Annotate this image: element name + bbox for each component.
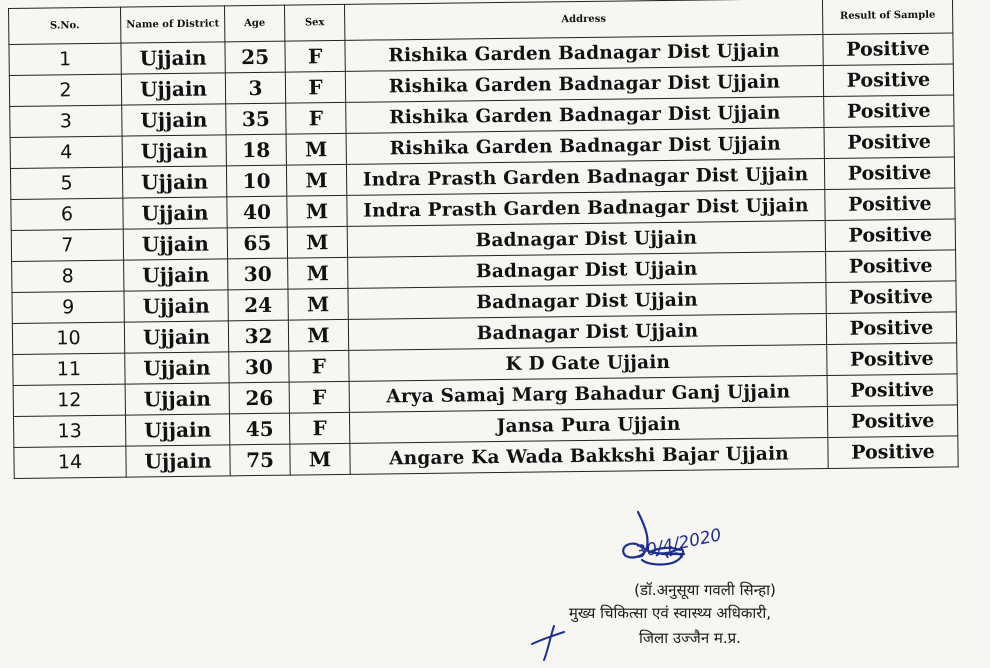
- cell-district: Ujjain: [125, 383, 229, 415]
- positive-cases-table: [8, 0, 959, 479]
- cell-age: 35: [226, 103, 286, 135]
- cell-sex: F: [289, 412, 349, 444]
- cell-district: Ujjain: [123, 197, 227, 229]
- cell-district: Ujjain: [122, 166, 226, 198]
- cell-result: Positive: [823, 64, 953, 97]
- cell-district: Ujjain: [125, 414, 229, 446]
- cell-sno: 14: [14, 446, 126, 478]
- cell-sno: 3: [10, 105, 122, 137]
- cell-sex: M: [286, 133, 346, 165]
- cell-address: Rishika Garden Badnagar Dist Ujjain: [345, 66, 823, 103]
- cell-sex: F: [285, 40, 345, 72]
- signature-block: [520, 510, 820, 665]
- table-body: [9, 33, 958, 479]
- cell-district: Ujjain: [124, 290, 228, 322]
- cell-result: Positive: [824, 157, 954, 190]
- cell-district: Ujjain: [124, 321, 228, 353]
- officer-designation: मुख्य चिकित्सा एवं स्वास्थ्य अधिकारी,: [568, 604, 772, 622]
- cell-age: 18: [226, 134, 286, 166]
- cell-age: 10: [226, 165, 286, 197]
- cell-sex: M: [286, 164, 346, 196]
- cell-sno: 10: [12, 322, 124, 354]
- cell-address: Arya Samaj Marg Bahadur Ganj Ujjain: [349, 376, 827, 413]
- cell-sex: F: [289, 381, 349, 413]
- cell-sex: M: [287, 195, 347, 227]
- cell-result: Positive: [826, 281, 956, 314]
- cell-age: 65: [227, 227, 287, 259]
- cell-address: Angare Ka Wada Bakkshi Bajar Ujjain: [350, 438, 828, 475]
- report-sheet: [8, 0, 964, 498]
- cell-sex: F: [285, 71, 345, 103]
- cell-district: Ujjain: [125, 352, 229, 384]
- header-sex: Sex: [284, 4, 344, 41]
- header-age: Age: [224, 5, 284, 42]
- cell-sex: F: [289, 350, 349, 382]
- cell-result: Positive: [823, 33, 953, 66]
- cell-age: 25: [225, 41, 285, 73]
- cell-sno: 11: [13, 353, 125, 385]
- cell-sex: F: [286, 102, 346, 134]
- cell-sno: 13: [13, 415, 125, 447]
- signature-date: 30/4/2020: [633, 525, 724, 563]
- cell-sex: M: [288, 288, 348, 320]
- cell-address: K D Gate Ujjain: [349, 345, 827, 382]
- cell-district: Ujjain: [123, 228, 227, 260]
- cell-result: Positive: [827, 374, 957, 407]
- cell-district: Ujjain: [122, 135, 226, 167]
- cell-result: Positive: [824, 126, 954, 159]
- cell-address: Badnagar Dist Ujjain: [348, 314, 826, 351]
- cell-age: 75: [230, 444, 290, 476]
- header-result: Result of Sample: [822, 0, 952, 35]
- cell-address: Jansa Pura Ujjain: [349, 407, 827, 444]
- cell-result: Positive: [824, 95, 954, 128]
- cell-sex: M: [290, 443, 350, 475]
- cell-address: Badnagar Dist Ujjain: [347, 221, 825, 258]
- header-district: Name of District: [120, 6, 224, 43]
- cell-age: 40: [227, 196, 287, 228]
- cell-sex: M: [288, 257, 348, 289]
- officer-office: जिला उज्जैन म.प्र.: [639, 629, 741, 647]
- cell-age: 45: [229, 413, 289, 445]
- officer-name: (डॉ.अनुसूया गवली सिन्हा): [634, 581, 776, 599]
- cell-result: Positive: [827, 405, 957, 438]
- cell-sno: 2: [9, 74, 121, 106]
- cell-district: Ujjain: [121, 42, 225, 74]
- cell-sex: M: [287, 226, 347, 258]
- cell-age: 26: [229, 382, 289, 414]
- cell-age: 3: [225, 72, 285, 104]
- cell-sno: 8: [12, 260, 124, 292]
- cell-age: 24: [228, 289, 288, 321]
- cell-age: 30: [229, 351, 289, 383]
- cell-address: Indra Prasth Garden Badnagar Dist Ujjain: [347, 190, 825, 227]
- cell-address: Badnagar Dist Ujjain: [348, 283, 826, 320]
- cell-age: 30: [228, 258, 288, 290]
- cell-sno: 9: [12, 291, 124, 323]
- cell-sno: 12: [13, 384, 125, 416]
- cell-address: Rishika Garden Badnagar Dist Ujjain: [346, 128, 824, 165]
- cell-address: Rishika Garden Badnagar Dist Ujjain: [346, 97, 824, 134]
- cell-district: Ujjain: [121, 73, 225, 105]
- cell-address: Rishika Garden Badnagar Dist Ujjain: [345, 35, 823, 72]
- cell-sno: 4: [10, 136, 122, 168]
- cell-address: Indra Prasth Garden Badnagar Dist Ujjain: [346, 159, 824, 196]
- cell-result: Positive: [825, 188, 955, 221]
- header-address: Address: [344, 0, 822, 40]
- cell-result: Positive: [826, 250, 956, 283]
- cell-sno: 5: [10, 167, 122, 199]
- cell-district: Ujjain: [124, 259, 228, 291]
- cell-sno: 7: [11, 229, 123, 261]
- cell-district: Ujjain: [122, 104, 226, 136]
- cell-result: Positive: [828, 436, 958, 469]
- cell-result: Positive: [827, 343, 957, 376]
- cell-sno: 1: [9, 43, 121, 75]
- cell-age: 32: [228, 320, 288, 352]
- cell-result: Positive: [826, 312, 956, 345]
- header-sno: S.No.: [9, 7, 121, 44]
- cell-address: Badnagar Dist Ujjain: [348, 252, 826, 289]
- cell-district: Ujjain: [126, 445, 230, 477]
- cell-sex: M: [288, 319, 348, 351]
- cell-sno: 6: [11, 198, 123, 230]
- cell-result: Positive: [825, 219, 955, 252]
